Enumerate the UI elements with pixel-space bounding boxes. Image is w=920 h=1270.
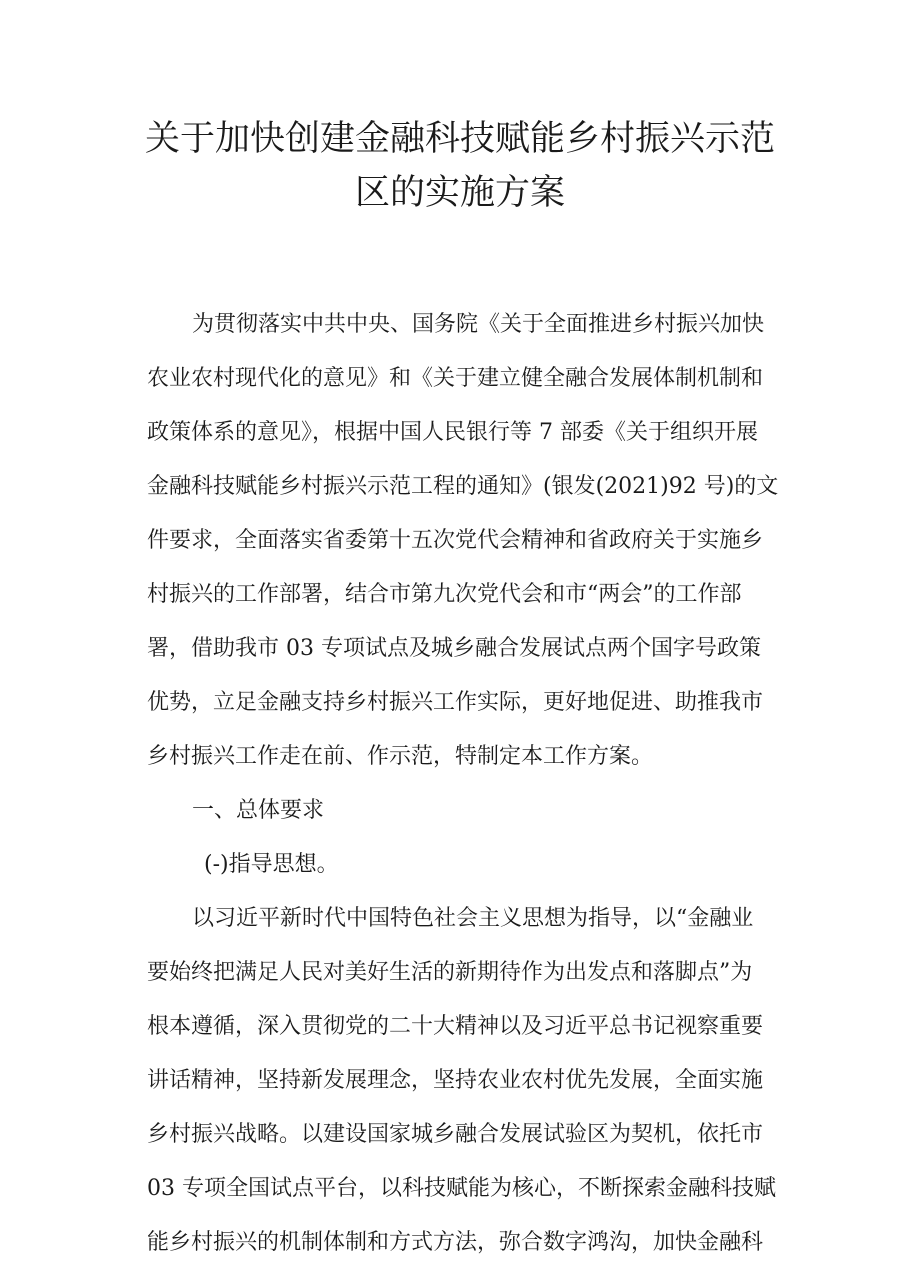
- guiding-paragraph-line: 乡村振兴战略。以建设国家城乡融合发展试验区为契机，依托市: [147, 1122, 764, 1147]
- intro-paragraph-line: 农业农村现代化的意见》和《关于建立健全融合发展体制机制和: [147, 366, 764, 391]
- intro-paragraph-line: 村振兴的工作部署，结合市第九次党代会和市“两会”的工作部: [147, 582, 742, 607]
- guiding-paragraph-line: 能乡村振兴的机制体制和方式方法，弥合数字鸿沟，加快金融科: [147, 1230, 764, 1255]
- intro-paragraph-line: 优势，立足金融支持乡村振兴工作实际，更好地促进、助推我市: [147, 690, 764, 715]
- title-line-2: 区的实施方案: [354, 173, 565, 213]
- intro-paragraph-line: 政策体系的意见》，根据中国人民银行等 7 部委《关于组织开展: [147, 420, 758, 445]
- document-title: [100, 112, 820, 220]
- guiding-paragraph-line: 03 专项全国试点平台，以科技赋能为核心，不断探索金融科技赋: [147, 1176, 776, 1201]
- intro-paragraph-line: 乡村振兴工作走在前、作示范，特制定本工作方案。: [147, 744, 654, 769]
- intro-paragraph-line: 署，借助我市 03 专项试点及城乡融合发展试点两个国字号政策: [147, 636, 761, 661]
- guiding-paragraph-line: 讲话精神，坚持新发展理念，坚持农业农村优先发展，全面实施: [147, 1068, 764, 1093]
- intro-paragraph-line: 金融科技赋能乡村振兴示范工程的通知》(银发(2021)92 号)的文: [147, 474, 779, 499]
- guiding-paragraph-line: 根本遵循，深入贯彻党的二十大精神以及习近平总书记视察重要: [147, 1014, 764, 1039]
- subsection-heading: (-)指导思想。: [204, 852, 339, 877]
- guiding-paragraph-line: 要始终把满足人民对美好生活的新期待作为出发点和落脚点”为: [147, 960, 753, 985]
- intro-paragraph-line: 为贯彻落实中共中央、国务院《关于全面推进乡村振兴加快: [192, 312, 765, 337]
- section-heading: 一、总体要求: [192, 798, 325, 823]
- document-body: [147, 298, 777, 1270]
- title-line-1: 关于加快创建金融科技赋能乡村振兴示范: [144, 119, 775, 159]
- intro-paragraph-line: 件要求，全面落实省委第十五次党代会精神和省政府关于实施乡: [147, 528, 764, 553]
- guiding-paragraph-line: 以习近平新时代中国特色社会主义思想为指导，以“金融业: [192, 906, 754, 931]
